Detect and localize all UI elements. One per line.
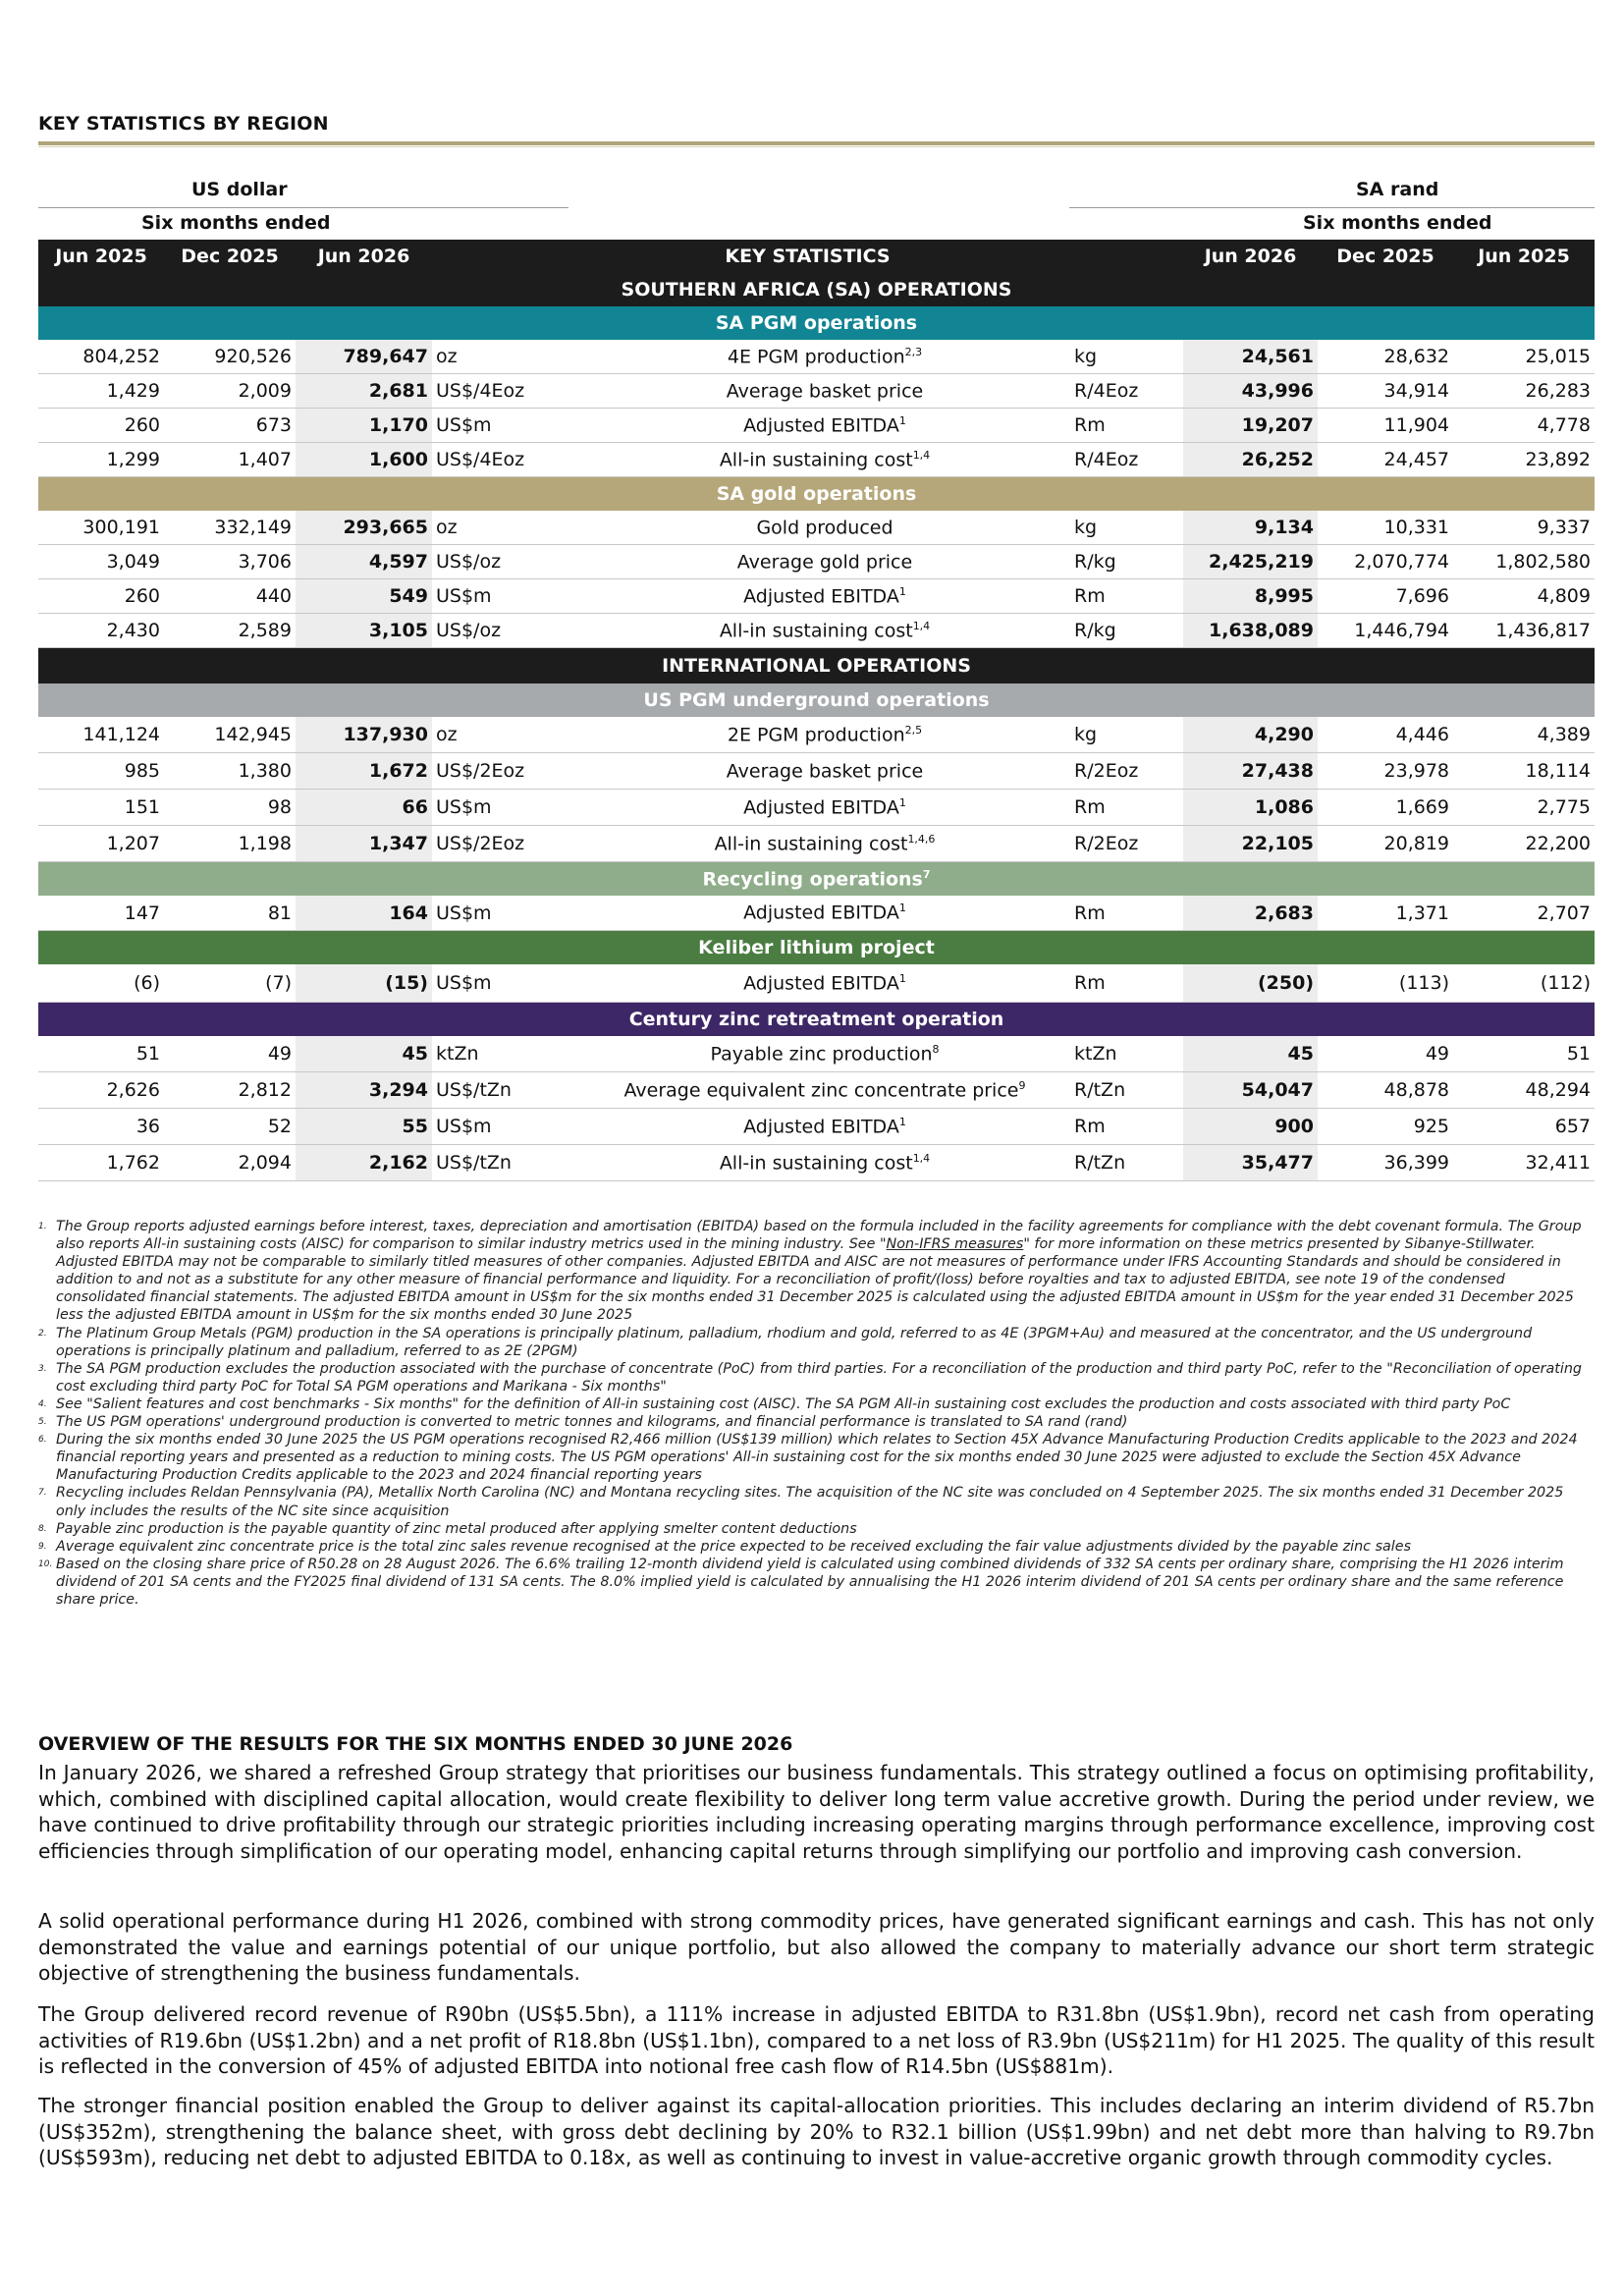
value-cell: 4,446 (1318, 717, 1453, 753)
value-cell: 7,696 (1318, 579, 1453, 614)
value-cell: 51 (38, 1036, 164, 1072)
value-cell: 48,294 (1453, 1072, 1595, 1109)
value-cell: 1,436,817 (1453, 614, 1595, 648)
value-cell: 9,337 (1453, 511, 1595, 545)
value-cell: 2,009 (164, 374, 296, 409)
value-cell: 8,995 (1183, 579, 1318, 614)
divider (1069, 207, 1595, 208)
metric-label: All-in sustaining cost$^{1,4,6}$ (579, 826, 1070, 862)
unit-cell: R/4Eoz (1070, 443, 1183, 477)
band-label: Century zinc retreatment operation (38, 1003, 1595, 1037)
value-cell: 137,930 (296, 717, 432, 753)
unit-cell: US$/4Eoz (432, 443, 579, 477)
value-cell: 3,105 (296, 614, 432, 648)
value-cell: 2,812 (164, 1072, 296, 1109)
currency-left: US dollar (191, 179, 288, 200)
value-cell: 19,207 (1183, 409, 1318, 443)
value-cell: 1,371 (1318, 896, 1453, 931)
metric-label: Gold produced (579, 511, 1070, 545)
metric-label: All-in sustaining cost$^{1,4}$ (579, 614, 1070, 648)
value-cell: (15) (296, 964, 432, 1003)
value-cell: 81 (164, 896, 296, 931)
section-band (38, 862, 1595, 897)
value-cell: (250) (1183, 964, 1318, 1003)
value-cell: 789,647 (296, 340, 432, 374)
metric-label: Average gold price (579, 545, 1070, 579)
value-cell: 1,299 (38, 443, 164, 477)
non-ifrs-link[interactable]: Non-IFRS measures (886, 1236, 1024, 1253)
value-cell: 26,283 (1453, 374, 1595, 409)
value-cell: 2,094 (164, 1145, 296, 1181)
unit-cell: US$/oz (432, 545, 579, 579)
table-row (38, 717, 1595, 753)
unit-cell: US$m (432, 790, 579, 826)
value-cell: 34,914 (1318, 374, 1453, 409)
value-cell: 260 (38, 579, 164, 614)
value-cell: 11,904 (1318, 409, 1453, 443)
value-cell: 549 (296, 579, 432, 614)
value-cell: 293,665 (296, 511, 432, 545)
value-cell: 2,683 (1183, 896, 1318, 931)
band-label: SA gold operations (38, 477, 1595, 512)
col-header: Dec 2025 (164, 240, 296, 273)
value-cell: 23,892 (1453, 443, 1595, 477)
value-cell: 920,526 (164, 340, 296, 374)
unit-cell: R/tZn (1070, 1072, 1183, 1109)
value-cell: 23,978 (1318, 753, 1453, 790)
value-cell: 54,047 (1183, 1072, 1318, 1109)
footnote: 8. Payable zinc production is the payable quantity of zinc metal produced after applying smelter content deductions (38, 1520, 857, 1537)
unit-cell: Rm (1070, 896, 1183, 931)
value-cell: 3,049 (38, 545, 164, 579)
value-cell: 673 (164, 409, 296, 443)
section-band (38, 1003, 1595, 1037)
unit-cell: R/2Eoz (1070, 826, 1183, 862)
value-cell: 10,331 (1318, 511, 1453, 545)
value-cell: 24,457 (1318, 443, 1453, 477)
overview-paragraph: In January 2026, we shared a refreshed Group strategy that prioritises our business fundamentals. This strategy outlined a focus on optimising profitability, which, combined with disciplined capital allocation, would create flexibility to deliver long term value accretive growth. During the period under review, we have continued to drive profitability through our strategic priorities including increasing operating margins through performance excellence, improving cost efficiencies through simplification of our operating model, enhancing capital returns through simplifying our portfolio and improving cash conversion. (38, 1761, 1595, 1863)
metric-label: All-in sustaining cost$^{1,4}$ (579, 443, 1070, 477)
footnotes (38, 1218, 1595, 1609)
value-cell: 22,200 (1453, 826, 1595, 862)
table-row (38, 1109, 1595, 1145)
band-label: SA PGM operations (38, 306, 1595, 340)
value-cell: 2,589 (164, 614, 296, 648)
value-cell: 4,389 (1453, 717, 1595, 753)
metric-label: Average basket price (579, 753, 1070, 790)
value-cell: 164 (296, 896, 432, 931)
value-cell: 1,347 (296, 826, 432, 862)
value-cell: 55 (296, 1109, 432, 1145)
unit-cell: R/tZn (1070, 1145, 1183, 1181)
table-row (38, 614, 1595, 648)
value-cell: 49 (164, 1036, 296, 1072)
table-row (38, 896, 1595, 931)
value-cell: 440 (164, 579, 296, 614)
overview-paragraph: The Group delivered record revenue of R90bn (US$5.5bn), a 111% increase in adjusted EBITDA to R31.8bn (US$1.9bn), record net cash from operating activities of R19.6bn (US$1.2bn) and a net profit of R18.8bn (US$1.1bn), compared to a net loss of R3.9bn (US$211m) for H1 2025. The quality of this result is reflected in the conversion of 45% of adjusted EBITDA into notional free cash flow of R14.5bn (US$881m). (38, 2002, 1595, 2078)
unit-cell: US$/oz (432, 614, 579, 648)
section-band (38, 931, 1595, 965)
unit-cell: US$m (432, 896, 579, 931)
section-title: KEY STATISTICS BY REGION (38, 113, 329, 135)
value-cell: 1,207 (38, 826, 164, 862)
value-cell: 1,170 (296, 409, 432, 443)
value-cell: 142,945 (164, 717, 296, 753)
value-cell: 36,399 (1318, 1145, 1453, 1181)
unit-cell: kg (1070, 717, 1183, 753)
unit-cell: Rm (1070, 409, 1183, 443)
value-cell: 24,561 (1183, 340, 1318, 374)
value-cell: 45 (1183, 1036, 1318, 1072)
currency-right: SA rand (1356, 179, 1439, 200)
table-row (38, 374, 1595, 409)
band-label: SOUTHERN AFRICA (SA) OPERATIONS (38, 273, 1595, 306)
section-band (38, 648, 1595, 684)
value-cell: 657 (1453, 1109, 1595, 1145)
unit-cell: US$/4Eoz (432, 374, 579, 409)
value-cell: 49 (1318, 1036, 1453, 1072)
metric-label: Adjusted EBITDA$^1$ (579, 896, 1070, 931)
table-row (38, 579, 1595, 614)
overview-paragraph: The stronger financial position enabled the Group to deliver against its capital-allocation priorities. This includes declaring an interim dividend of R5.7bn (US$352m), strengthening the balance sheet, with gross debt declining by 20% to R32.1 billion (US$1.99bn) and net debt more than halving to R9.7bn (US$593m), reducing net debt to adjusted EBITDA to 0.18x, as well as continuing to invest in value-accretive organic growth through commodity cycles. (38, 2094, 1595, 2169)
footnote: 1. The Group reports adjusted earnings before interest, taxes, depreciation and amortisation (EBITDA) based on the formula included in the facility agreements for compliance with the debt covenant formula. The Group also reports All-in sustaining costs (AISC) for comparison to similar industry metrics used in the mining industry. See "Non-IFRS measures" for more information on these metrics presented by Sibanye-Stillwater. Adjusted EBITDA may not be comparable to similarly titled measures of other companies. Adjusted EBITDA and AISC are not measures of performance under IFRS Accounting Standards and should be considered in addition to and not as a substitute for any other measure of financial performance and liquidity. For a reconciliation of profit/(loss) before royalties and tax to adjusted EBITDA, see note 19 of the condensed consolidated financial statements. The adjusted EBITDA amount in US$m for the six months ended 31 December 2025 is calculated using the adjusted EBITDA amount in US$m for the year ended 31 December 2025 less the adjusted EBITDA amount in US$m for the six months ended 30 June 2025 (38, 1219, 1582, 1324)
value-cell: 1,407 (164, 443, 296, 477)
value-cell: 4,290 (1183, 717, 1318, 753)
value-cell: 300,191 (38, 511, 164, 545)
unit-cell: Rm (1070, 964, 1183, 1003)
value-cell: 3,294 (296, 1072, 432, 1109)
unit-cell: US$/tZn (432, 1145, 579, 1181)
col-header: Jun 2025 (38, 240, 164, 273)
value-cell: 1,198 (164, 826, 296, 862)
value-cell: (112) (1453, 964, 1595, 1003)
value-cell: 45 (296, 1036, 432, 1072)
value-cell: 1,762 (38, 1145, 164, 1181)
unit-cell: R/2Eoz (1070, 753, 1183, 790)
metric-label: All-in sustaining cost$^{1,4}$ (579, 1145, 1070, 1181)
value-cell: 4,597 (296, 545, 432, 579)
period-left: Six months ended (141, 212, 331, 234)
metric-label: Payable zinc production$^8$ (579, 1036, 1070, 1072)
value-cell: (113) (1318, 964, 1453, 1003)
value-cell: 1,638,089 (1183, 614, 1318, 648)
value-cell: 1,802,580 (1453, 545, 1595, 579)
key-statistics-table (38, 240, 1595, 1181)
value-cell: 1,380 (164, 753, 296, 790)
table-row (38, 409, 1595, 443)
value-cell: 22,105 (1183, 826, 1318, 862)
footnote: 6. During the six months ended 30 June 2025 the US PGM operations recognised R2,466 million (US$139 million) which relates to Section 45X Advance Manufacturing Production Credits applicable to the 2023 and 2024 financial reporting years and presented as a reduction to mining costs. The US PGM operations' All-in sustaining cost for the six months ended 30 June 2025 were adjusted to exclude the Section 45X Advance Manufacturing Production Credits applicable to the 2023 and 2024 financial reporting years (38, 1432, 1578, 1484)
table-row (38, 1072, 1595, 1109)
value-cell: 141,124 (38, 717, 164, 753)
value-cell: 1,672 (296, 753, 432, 790)
value-cell: 925 (1318, 1109, 1453, 1145)
value-cell: 4,809 (1453, 579, 1595, 614)
unit-cell: ktZn (432, 1036, 579, 1072)
table-row (38, 1036, 1595, 1072)
title-rule-thin (38, 146, 1595, 147)
value-cell: 43,996 (1183, 374, 1318, 409)
table-row (38, 753, 1595, 790)
unit-cell: US$m (432, 409, 579, 443)
value-cell: 1,600 (296, 443, 432, 477)
value-cell: 900 (1183, 1109, 1318, 1145)
metric-label: Adjusted EBITDA$^1$ (579, 790, 1070, 826)
metric-label: Adjusted EBITDA$^1$ (579, 964, 1070, 1003)
unit-cell: R/kg (1070, 614, 1183, 648)
value-cell: 2,070,774 (1318, 545, 1453, 579)
table-row (38, 964, 1595, 1003)
value-cell: 18,114 (1453, 753, 1595, 790)
section-band (38, 273, 1595, 306)
value-cell: 2,425,219 (1183, 545, 1318, 579)
footnote: 2. The Platinum Group Metals (PGM) production in the SA operations is principally platinum, palladium, rhodium and gold, referred to as 4E (3PGM+Au) and measured at the concentrator, and the US underground operations is principally platinum and palladium, referred to as 2E (2PGM) (38, 1325, 1533, 1359)
unit-cell: Rm (1070, 1109, 1183, 1145)
value-cell: 2,707 (1453, 896, 1595, 931)
unit-cell: US$m (432, 1109, 579, 1145)
value-cell: 2,626 (38, 1072, 164, 1109)
value-cell: 1,446,794 (1318, 614, 1453, 648)
table-row (38, 443, 1595, 477)
table-row (38, 545, 1595, 579)
value-cell: 26,252 (1183, 443, 1318, 477)
value-cell: 2,681 (296, 374, 432, 409)
unit-cell: Rm (1070, 579, 1183, 614)
value-cell: 151 (38, 790, 164, 826)
value-cell: 25,015 (1453, 340, 1595, 374)
overview-title: OVERVIEW OF THE RESULTS FOR THE SIX MONTHS ENDED 30 JUNE 2026 (38, 1733, 793, 1755)
col-header: Jun 2025 (1453, 240, 1595, 273)
value-cell: 1,429 (38, 374, 164, 409)
unit-cell: US$/2Eoz (432, 826, 579, 862)
unit-cell: oz (432, 340, 579, 374)
value-cell: 36 (38, 1109, 164, 1145)
unit-cell: US$m (432, 964, 579, 1003)
unit-cell: ktZn (1070, 1036, 1183, 1072)
band-label: Recycling operations$^7$ (38, 862, 1595, 897)
col-header: Jun 2026 (1183, 240, 1318, 273)
value-cell: 2,775 (1453, 790, 1595, 826)
footnote: 3. The SA PGM production excludes the production associated with the purchase of concentrate (PoC) from third parties. For a reconciliation of the production and third party PoC, refer to the "Reconciliation of operating cost excluding third party PoC for Total SA PGM operations and Marikana - Six months" (38, 1360, 1583, 1394)
unit-cell: US$m (432, 579, 579, 614)
divider (38, 207, 568, 208)
unit-cell: US$/tZn (432, 1072, 579, 1109)
value-cell: 332,149 (164, 511, 296, 545)
metric-label: Average equivalent zinc concentrate price$^9$ (579, 1072, 1070, 1109)
footnote: 10. Based on the closing share price of R50.28 on 28 August 2026. The 6.6% trailing 12-month dividend yield is calculated using combined dividends of 332 SA cents per ordinary share, comprising the H1 2026 interim dividend of 201 SA cents and the FY2025 final dividend of 131 SA cents. The 8.0% implied yield is calculated by annualising the H1 2026 interim dividend of 201 SA cents per ordinary share and the same reference share price. (38, 1556, 1564, 1608)
metric-label: Adjusted EBITDA$^1$ (579, 1109, 1070, 1145)
value-cell: 985 (38, 753, 164, 790)
table-row (38, 790, 1595, 826)
metric-label: Average basket price (579, 374, 1070, 409)
value-cell: 35,477 (1183, 1145, 1318, 1181)
value-cell: 28,632 (1318, 340, 1453, 374)
value-cell: 2,162 (296, 1145, 432, 1181)
footnote: 9. Average equivalent zinc concentrate price is the total zinc sales revenue recognised at the price expected to be received excluding the fair value adjustments divided by the payable zinc sales (38, 1538, 1412, 1555)
unit-cell: US$/2Eoz (432, 753, 579, 790)
col-header: Dec 2025 (1318, 240, 1453, 273)
section-band (38, 477, 1595, 512)
table-row (38, 826, 1595, 862)
band-label: US PGM underground operations (38, 683, 1595, 717)
value-cell: 4,778 (1453, 409, 1595, 443)
section-band (38, 683, 1595, 717)
value-cell: 3,706 (164, 545, 296, 579)
value-cell: (6) (38, 964, 164, 1003)
unit-cell: oz (432, 717, 579, 753)
title-rule (38, 141, 1595, 145)
footnote: 7. Recycling includes Reldan Pennsylvania (PA), Metallix North Carolina (NC) and Montana recycling sites. The acquisition of the NC site was concluded on 4 September 2025. The six months ended 31 December 2025 only includes the results of the NC site since acquisition (38, 1485, 1564, 1519)
value-cell: 260 (38, 409, 164, 443)
metric-label: Adjusted EBITDA$^1$ (579, 579, 1070, 614)
unit-cell: R/4Eoz (1070, 374, 1183, 409)
value-cell: 48,878 (1318, 1072, 1453, 1109)
value-cell: 804,252 (38, 340, 164, 374)
value-cell: 27,438 (1183, 753, 1318, 790)
value-cell: 52 (164, 1109, 296, 1145)
value-cell: 147 (38, 896, 164, 931)
value-cell: 51 (1453, 1036, 1595, 1072)
period-right: Six months ended (1303, 212, 1492, 234)
value-cell: 66 (296, 790, 432, 826)
table-header (38, 240, 1595, 273)
value-cell: 1,086 (1183, 790, 1318, 826)
value-cell: (7) (164, 964, 296, 1003)
value-cell: 20,819 (1318, 826, 1453, 862)
metric-label: 4E PGM production$^{2,3}$ (579, 340, 1070, 374)
unit-cell: Rm (1070, 790, 1183, 826)
table-row (38, 511, 1595, 545)
table-row (38, 1145, 1595, 1181)
section-band (38, 306, 1595, 340)
value-cell: 32,411 (1453, 1145, 1595, 1181)
overview-paragraph: A solid operational performance during H1 2026, combined with strong commodity prices, have generated significant earnings and cash. This has not only demonstrated the value and earnings potential of our unique portfolio, but also allowed the company to materially advance our short term strategic objective of strengthening the business fundamentals. (38, 1909, 1595, 1985)
unit-cell: oz (432, 511, 579, 545)
table-row (38, 340, 1595, 374)
unit-cell: kg (1070, 511, 1183, 545)
value-cell: 1,669 (1318, 790, 1453, 826)
metric-label: 2E PGM production$^{2,5}$ (579, 717, 1070, 753)
metric-label: Adjusted EBITDA$^1$ (579, 409, 1070, 443)
col-header: KEY STATISTICS (432, 240, 1183, 273)
value-cell: 2,430 (38, 614, 164, 648)
unit-cell: kg (1070, 340, 1183, 374)
band-label: INTERNATIONAL OPERATIONS (38, 648, 1595, 684)
footnote: 4. See "Salient features and cost benchmarks - Six months" for the definition of All-in sustaining cost (AISC). The SA PGM All-in sustaining cost excludes the production and costs associated with third party PoC (38, 1395, 1511, 1412)
value-cell: 98 (164, 790, 296, 826)
footnote: 5. The US PGM operations' underground production is converted to metric tonnes and kilograms, and financial performance is translated to SA rand (rand) (38, 1414, 1128, 1431)
col-header: Jun 2026 (296, 240, 432, 273)
value-cell: 9,134 (1183, 511, 1318, 545)
band-label: Keliber lithium project (38, 931, 1595, 965)
unit-cell: R/kg (1070, 545, 1183, 579)
